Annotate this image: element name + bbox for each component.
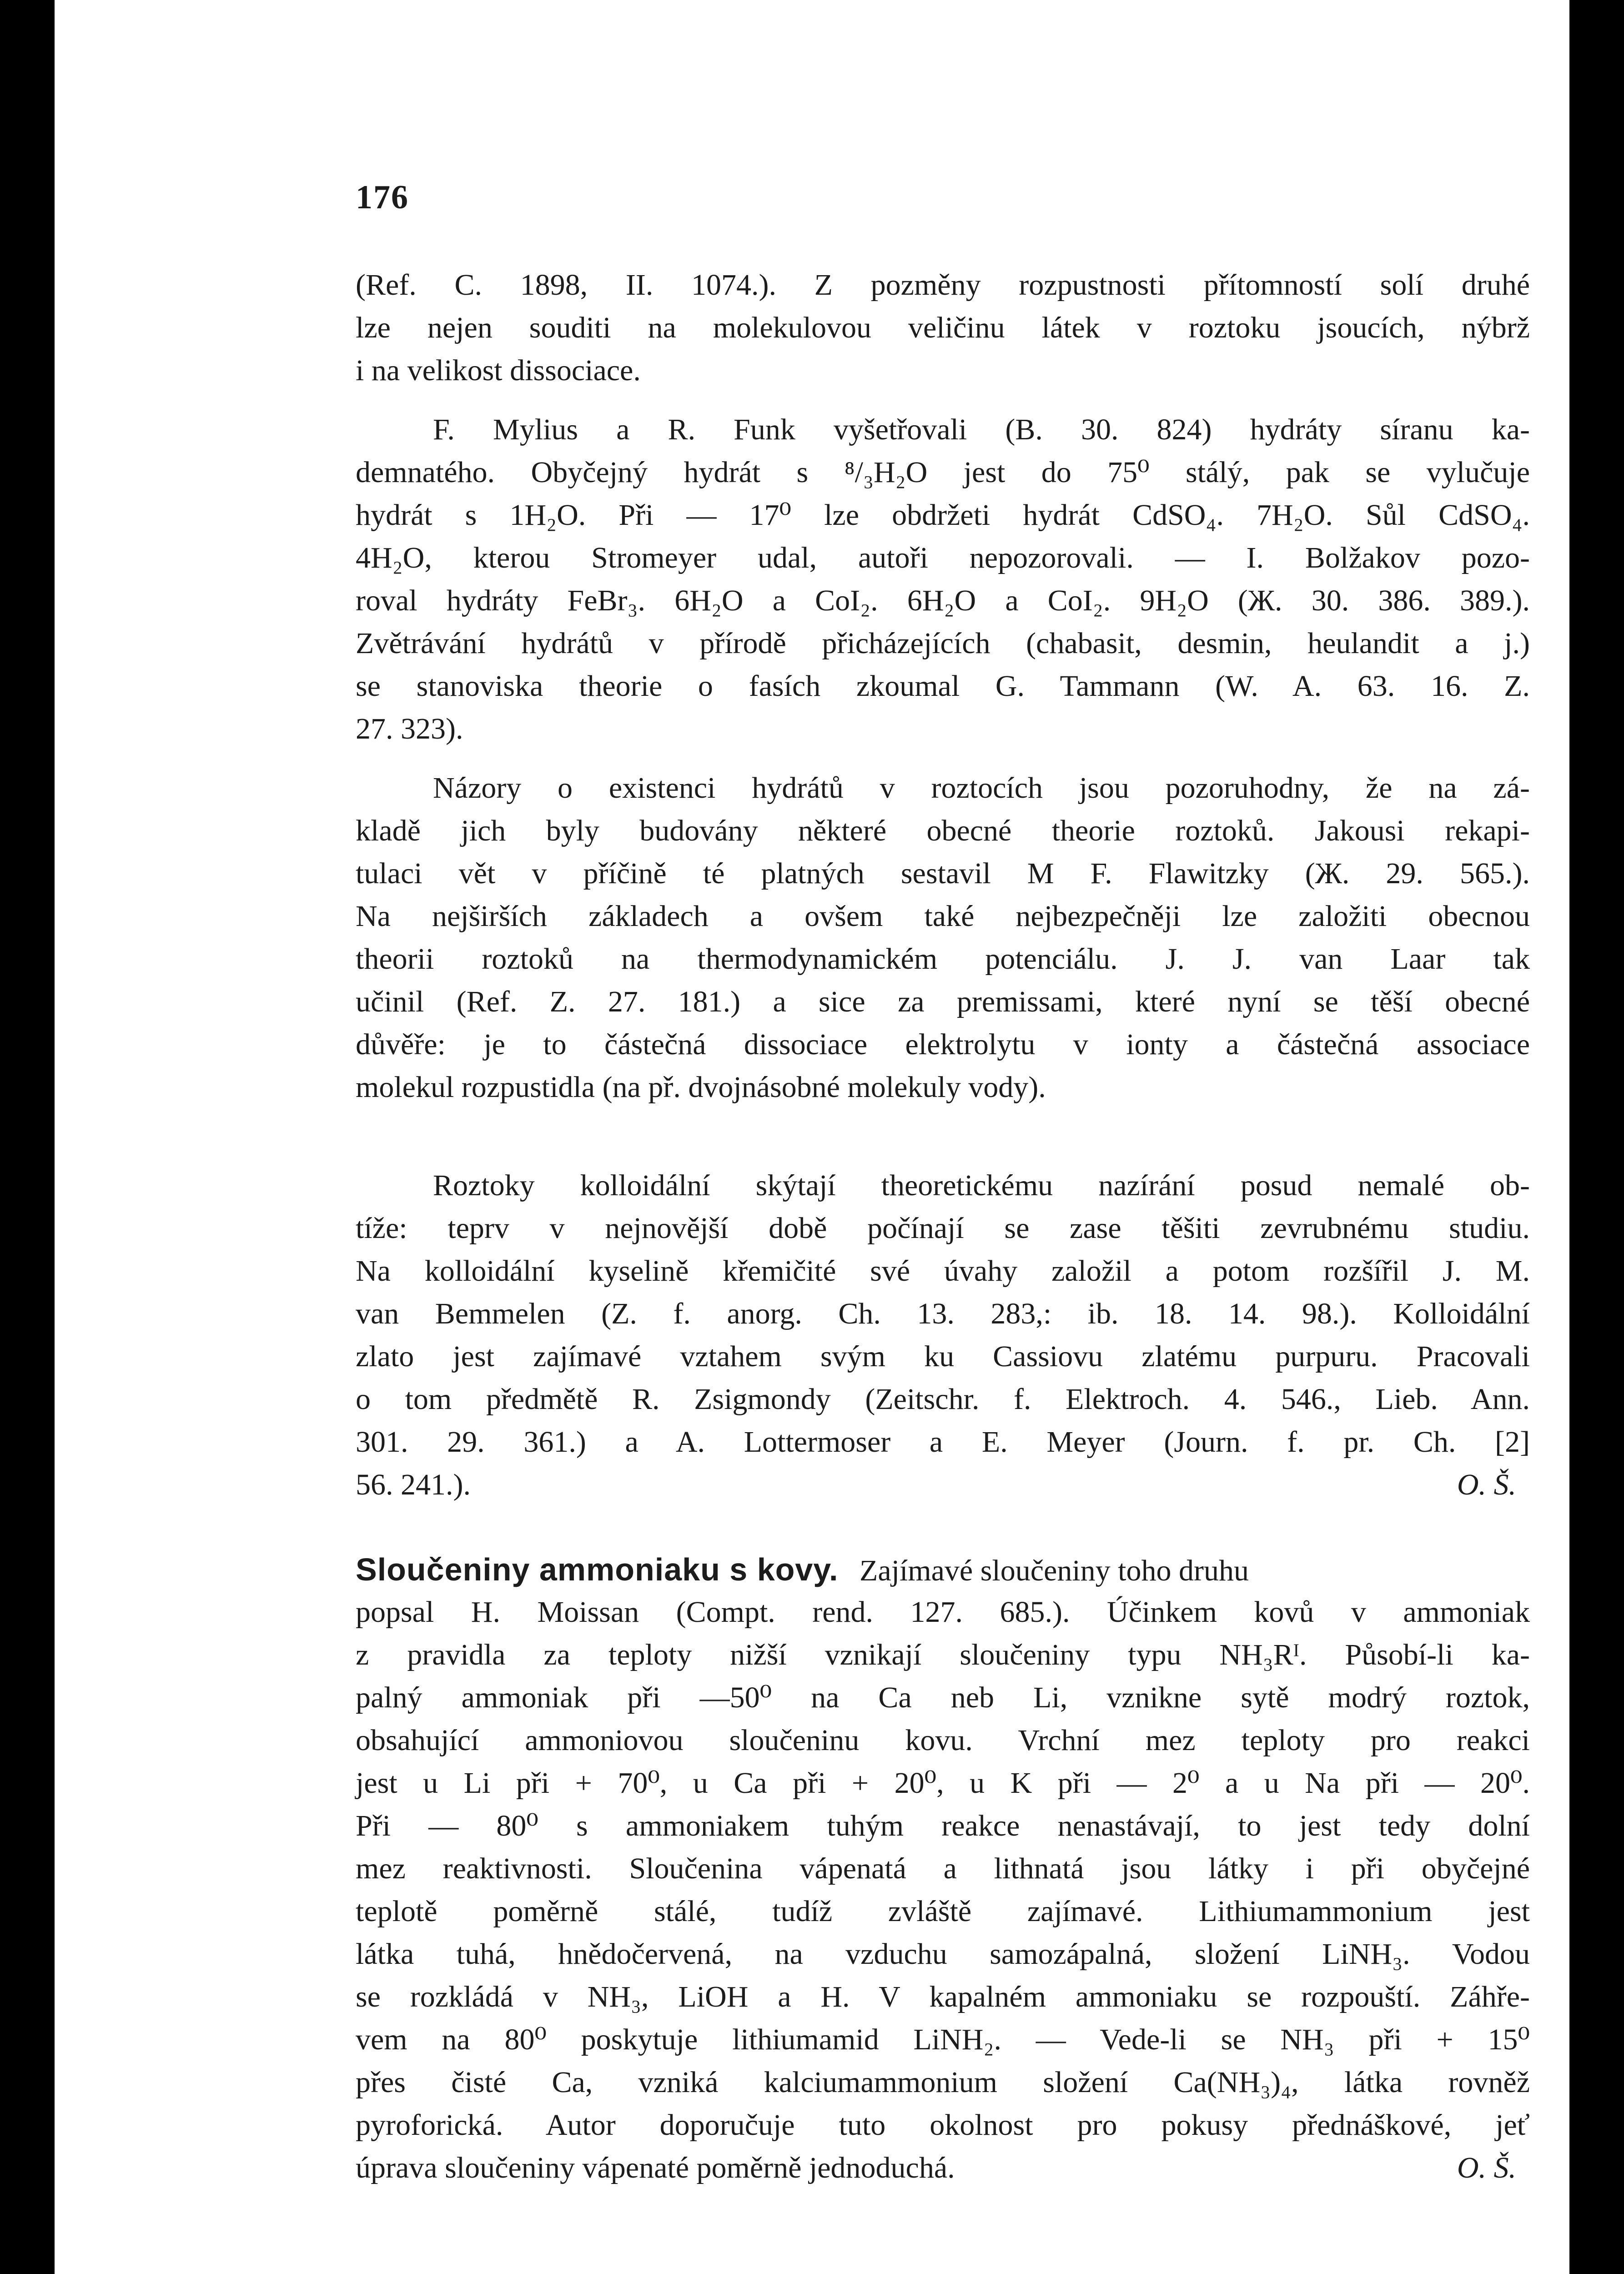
text-line: F. Mylius a R. Funk vyšetřovali (B. 30. 824) hydráty síranu ka-	[433, 413, 1530, 446]
text-line: lze nejen souditi na molekulovou veličinu látek v roztoku jsoucích, nýbrž	[356, 311, 1530, 344]
text-line: důvěře: je to částečná dissociace elektrolytu v ionty a částečná associace	[356, 1028, 1530, 1061]
text-line: molekul rozpustidla (na př. dvojnásobné molekuly vody).	[356, 1071, 1046, 1104]
signature: O. Š.	[1457, 1468, 1516, 1501]
text-line: úprava sloučeniny vápenaté poměrně jednoduchá.	[356, 2151, 955, 2184]
text-line: tulaci vět v příčině té platných sestavil M F. Flawitzky (Ж. 29. 565.).	[356, 857, 1530, 890]
paper-sheet	[55, 0, 1569, 2274]
text-line: Názory o existenci hydrátů v roztocích jsou pozoruhodny, že na zá-	[433, 771, 1530, 805]
text-line: i na velikost dissociace.	[356, 354, 641, 387]
text-line: roval hydráty FeBr₃. 6H₂O a CoI₂. 6H₂O a CoI₂. 9H₂O (Ж. 30. 386. 389.).	[356, 584, 1530, 617]
text-line: Na nejširších základech a ovšem také nejbezpečněji lze založiti obecnou	[356, 900, 1530, 933]
page-number: 176	[356, 179, 409, 216]
text-line: Při — 80⁰ s ammoniakem tuhým reakce nenastávají, to jest tedy dolní	[356, 1809, 1530, 1842]
text-line: o tom předmětě R. Zsigmondy (Zeitschr. f. Elektroch. 4. 546., Lieb. Ann.	[356, 1383, 1530, 1416]
text-line: Zvětrávání hydrátů v přírodě přicházejících (chabasit, desmin, heulandit a j.)	[356, 627, 1530, 660]
text-line: teplotě poměrně stálé, tudíž zvláště zajímavé. Lithiumammonium jest	[356, 1895, 1530, 1928]
text-line: palný ammoniak při —50⁰ na Ca neb Li, vznikne sytě modrý roztok,	[356, 1681, 1530, 1714]
text-line: tíže: teprv v nejnovější době počínají se zase těšiti zevrubnému studiu.	[356, 1212, 1530, 1245]
text-line: 4H₂O, kterou Stromeyer udal, autoři nepozorovali. — I. Bolžakov pozo-	[356, 541, 1530, 574]
text-line: hydrát s 1H₂O. Při — 17⁰ lze obdržeti hydrát CdSO₄. 7H₂O. Sůl CdSO₄.	[356, 498, 1530, 532]
text-line: popsal H. Moissan (Compt. rend. 127. 685.). Účinkem kovů v ammoniak	[356, 1595, 1530, 1629]
text-line: van Bemmelen (Z. f. anorg. Ch. 13. 283,: ib. 18. 14. 98.). Kolloidální	[356, 1297, 1530, 1330]
text-line: přes čisté Ca, vzniká kalciumammonium složení Ca(NH₃)₄, látka rovněž	[356, 2066, 1530, 2099]
text-line: z pravidla za teploty nižší vznikají sloučeniny typu NH₃Rᴵ. Působí-li ka-	[356, 1638, 1530, 1671]
signature: O. Š.	[1457, 2151, 1516, 2184]
text-line: pyroforická. Autor doporučuje tuto okolnost pro pokusy přednáškové, jeť	[356, 2108, 1530, 2142]
text-line: látka tuhá, hnědočervená, na vzduchu samozápalná, složení LiNH₃. Vodou	[356, 1937, 1530, 1971]
text-line: vem na 80⁰ poskytuje lithiumamid LiNH₂. — Vede-li se NH₃ při + 15⁰	[356, 2023, 1530, 2056]
text-line: učinil (Ref. Z. 27. 181.) a sice za premissami, které nyní se těší obecné	[356, 985, 1530, 1018]
text-line: se rozkládá v NH₃, LiOH a H. V kapalném ammoniaku se rozpouští. Záhře-	[356, 1980, 1530, 2013]
text-line: obsahující ammoniovou sloučeninu kovu. Vrchní mez teploty pro reakci	[356, 1724, 1530, 1757]
text-line: Zajímavé sloučeniny toho druhu	[860, 1554, 1249, 1587]
text-line: kladě jich byly budovány některé obecné theorie roztoků. Jakousi rekapi-	[356, 814, 1530, 847]
text-line: 56. 241.).	[356, 1468, 471, 1501]
text-line: 301. 29. 361.) a A. Lottermoser a E. Meyer (Journ. f. pr. Ch. [2]	[356, 1425, 1530, 1459]
text-line-with-signature	[356, 2147, 1530, 2189]
text-line: 27. 323).	[356, 712, 463, 745]
text-line: se stanoviska theorie o fasích zkoumal G. Tammann (W. A. 63. 16. Z.	[356, 669, 1530, 703]
section-heading: Sloučeniny ammoniaku s kovy.	[356, 1552, 839, 1587]
text-line-with-signature	[356, 1464, 1530, 1506]
text-line: zlato jest zajímavé vztahem svým ku Cassiovu zlatému purpuru. Pracovali	[356, 1340, 1530, 1373]
text-line: Roztoky kolloidální skýtají theoretickému nazírání posud nemalé ob-	[433, 1169, 1530, 1202]
text-line: (Ref. C. 1898, II. 1074.). Z pozměny rozpustnosti přítomností solí druhé	[356, 268, 1530, 302]
text-line: jest u Li při + 70⁰, u Ca při + 20⁰, u K při — 2⁰ a u Na při — 20⁰.	[356, 1766, 1530, 1800]
text-line: theorii roztoků na thermodynamickém potenciálu. J. J. van Laar tak	[356, 942, 1530, 976]
text-line: mez reaktivnosti. Sloučenina vápenatá a lithnatá jsou látky i při obyčejné	[356, 1852, 1530, 1885]
section-first-line	[356, 1548, 1530, 1591]
text-line: demnatého. Obyčejný hydrát s ⁸/₃H₂O jest do 75⁰ stálý, pak se vylučuje	[356, 456, 1530, 489]
text-line: Na kolloidální kyselině křemičité své úvahy založil a potom rozšířil J. M.	[356, 1254, 1530, 1288]
